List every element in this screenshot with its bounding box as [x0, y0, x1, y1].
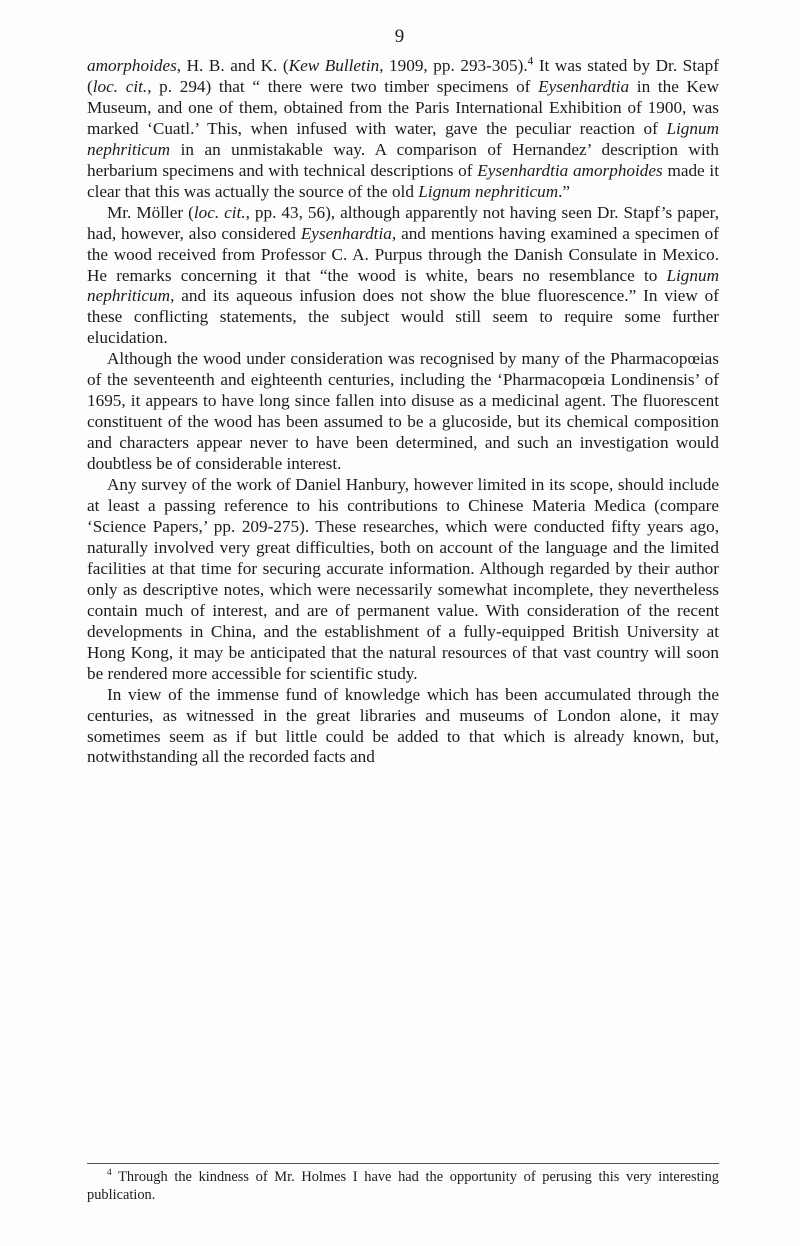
text-run: In view of the immense fund of knowledge which has been accumulated through the centuries, as witnessed in the great libraries and museums of London alone, it may sometimes seem as if but little could be added to that which is already known, but, notwithstanding all the recorded facts and — [87, 684, 719, 767]
italic-text: Eysenhardtia — [538, 76, 630, 96]
paragraph — [87, 475, 719, 685]
paragraph — [87, 685, 719, 769]
paragraph — [87, 349, 719, 475]
text-run: , pp. 43, 56), although apparently not having seen Dr. Stapf’s paper, had, however, also considered — [87, 202, 720, 243]
text-run: Mr. Möller ( — [107, 202, 194, 222]
page-number: 9 — [394, 26, 406, 47]
text-run: , p. 294) that “ there were two timber specimens of — [147, 76, 539, 96]
italic-text: loc. cit. — [193, 202, 246, 222]
italic-text: loc. cit. — [92, 76, 148, 96]
paragraph — [87, 203, 719, 350]
italic-text: Kew Bulletin — [288, 56, 380, 75]
italic-text: Eysenhardtia amorphoides — [477, 160, 663, 180]
italic-text: Lignum nephriticum — [418, 181, 559, 201]
text-run: , and mentions having examined a specimen of the wood received from Professor C. A. Purpus through the Danish Consulate in Mexico. He remarks concerning it that “the wood is white, bears no resemblance to — [87, 223, 720, 285]
text-run: , 1909, pp. 293-305). — [379, 56, 528, 75]
body-text — [87, 56, 719, 768]
text-run: .” — [558, 181, 571, 201]
footnote-ref: 4 — [527, 55, 534, 68]
footnote-rule — [87, 1163, 719, 1164]
text-run: in an unmistakable way. A comparison of Hernandez’ description with herbarium specimens and with technical descriptions of — [87, 139, 719, 180]
italic-text: Lignum nephriticum — [87, 118, 719, 159]
text-run: Although the wood under consideration was recognised by many of the Pharmacopœias of the seventeenth and eighteenth centuries, including the ‘Pharmacopœia Londinensis’ of 1695, it appears to have long since fallen into disuse as a medicinal agent. The fluorescent constituent of the wood has been assumed to be a glucoside, but its chemical composition and characters appear never to have been determined, and such an investigation would doubtless be of considerable interest. — [87, 349, 719, 474]
footnote-ref: 4 — [107, 1168, 112, 1179]
text-run: Through the kindness of Mr. Holmes I have had the opportunity of perusing this very interesting publication. — [87, 1169, 719, 1203]
text-run: , and its aqueous infusion does not show the blue fluorescence.” In view of these conflicting statements, the subject would still seem to require some further elucidation. — [87, 286, 719, 348]
text-run: , H. B. and K. ( — [176, 56, 289, 75]
italic-text: amorphoides — [87, 56, 177, 75]
footnote — [87, 1168, 719, 1204]
footnotes — [87, 1163, 719, 1204]
text-run: in the Kew Museum, and one of them, obtained from the Paris International Exhibition of 1900, was marked ‘Cuatl.’ This, when infused with water, gave the peculiar reaction of — [87, 76, 719, 138]
text-run: made it clear that this was actually the source of the old — [87, 160, 719, 201]
paragraph — [87, 56, 719, 203]
italic-text: Lignum nephriticum — [87, 265, 719, 306]
italic-text: Eysenhardtia — [300, 223, 392, 243]
text-run: It was stated by Dr. Stapf ( — [87, 56, 719, 96]
text-run: Any survey of the work of Daniel Hanbury, however limited in its scope, should include at least a passing reference to his contributions to Chinese Materia Medica (compare ‘Science Papers,’ pp. 209-275). These researches, which were conducted fifty years ago, naturally involved very great difficulties, both on account of the language and the limited facilities at that time for securing accurate information. Although regarded by their author only as descriptive notes, which were necessarily somewhat incomplete, they nevertheless contain much of interest, and are of permanent value. With consideration of the recent developments in China, and the establishment of a fully-equipped British University at Hong Kong, it may be anticipated that the natural resources of that vast country will soon be rendered more accessible for scientific study. — [87, 475, 719, 683]
